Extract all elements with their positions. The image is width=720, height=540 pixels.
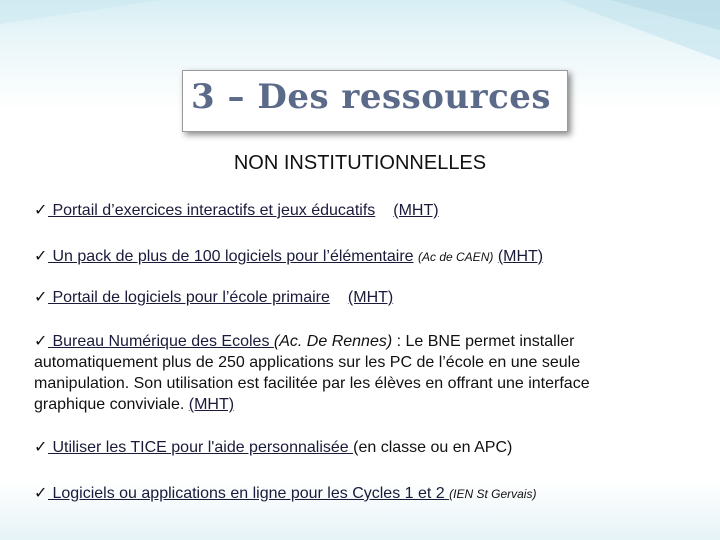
resource-link[interactable]: Bureau Numérique des Ecoles: [48, 333, 274, 350]
mht-link[interactable]: (MHT): [347, 289, 394, 306]
source-note: (Ac de CAEN): [418, 250, 494, 264]
check-icon: ✓: [34, 439, 48, 456]
check-icon: ✓: [34, 333, 48, 350]
slide-title: 3 – Des ressources: [191, 77, 552, 117]
resource-item: [34, 200, 439, 221]
resource-link[interactable]: Utiliser les TICE pour l'aide personnalisée: [48, 439, 354, 456]
mht-link[interactable]: (MHT): [188, 396, 235, 413]
resource-item: [34, 331, 664, 415]
resource-description: (en classe ou en APC): [353, 439, 513, 456]
resource-item: [34, 437, 512, 458]
resource-link[interactable]: Un pack de plus de 100 logiciels pour l’élémentaire: [48, 248, 414, 265]
slide-subtitle: NON INSTITUTIONNELLES: [233, 152, 487, 174]
resource-link[interactable]: Logiciels ou applications en ligne pour les Cycles 1 et 2: [48, 485, 450, 502]
resource-item: [34, 246, 543, 268]
title-box: [182, 70, 568, 132]
source-note: (Ac. De Rennes): [273, 333, 393, 350]
mht-link[interactable]: (MHT): [497, 248, 544, 265]
check-icon: ✓: [34, 485, 48, 502]
resource-link[interactable]: Portail de logiciels pour l’école primaire: [48, 289, 330, 306]
check-icon: ✓: [34, 248, 48, 265]
mht-link[interactable]: (MHT): [393, 202, 439, 219]
resource-item: [34, 287, 393, 308]
resource-link[interactable]: Portail d’exercices interactifs et jeux éducatifs: [48, 202, 376, 219]
source-note: (IEN St Gervais): [449, 487, 537, 501]
check-icon: ✓: [34, 202, 48, 219]
resource-item: [34, 483, 536, 505]
resource-description: : Le BNE permet installer automatiquement plus de 250 applications sur les PC de l’école en une seule manipulation. Son utilisation est facilitée par les élèves en offrant une interface graphique conviviale.: [34, 333, 590, 413]
check-icon: ✓: [34, 289, 48, 306]
